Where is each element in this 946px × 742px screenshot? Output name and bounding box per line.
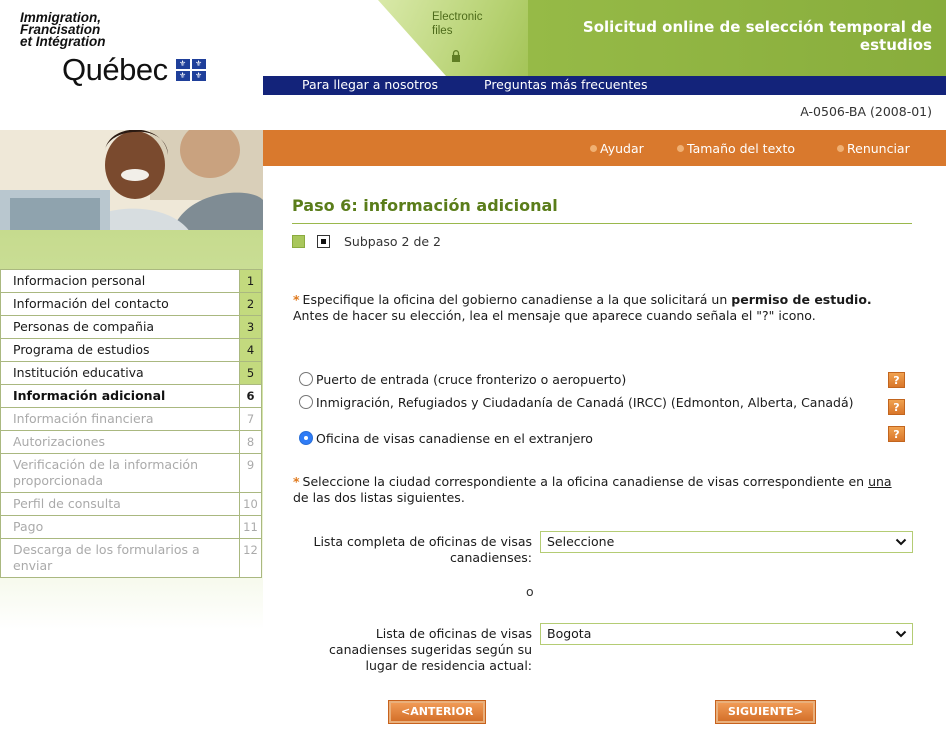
bullet-icon — [837, 145, 844, 152]
sidebar-item-step-11 — [1, 516, 261, 539]
chevron-down-icon — [895, 536, 907, 548]
option-label: Puerto de entrada (cruce fronterizo o aeropuerto) — [316, 372, 627, 387]
required-marker: * — [293, 474, 300, 489]
sidebar-item-step-1[interactable] — [1, 270, 261, 293]
question-city-text: Seleccione la ciudad correspondiente a la oficina canadiense de visas correspondiente en — [302, 474, 865, 489]
back-button[interactable]: <ANTERIOR — [389, 701, 485, 723]
option-label: Oficina de visas canadiense en el extranjero — [316, 431, 593, 446]
question-city-underlined: una — [868, 474, 892, 489]
suggested-list-select[interactable] — [540, 623, 913, 645]
sidebar-item-number: 4 — [239, 339, 261, 361]
help-icon[interactable]: ? — [888, 372, 905, 388]
substep-indicator — [292, 234, 441, 249]
form-code: A-0506-BA (2008-01) — [800, 104, 932, 119]
sidebar-item-number: 8 — [239, 431, 261, 453]
or-separator: o — [526, 584, 534, 599]
question-city-text-end: de las dos listas siguientes. — [293, 490, 465, 505]
question-office-text: Especifique la oficina del gobierno canadiense a la que solicitará un — [302, 292, 728, 307]
sidebar-item-label: Autorizaciones — [13, 434, 105, 449]
sidebar-item-number: 5 — [239, 362, 261, 384]
top-nav — [263, 76, 946, 95]
sidebar-item-label: Información del contacto — [13, 296, 169, 311]
sidebar-item-number: 9 — [239, 454, 261, 492]
option-ircc[interactable] — [299, 395, 869, 411]
sidebar-item-label: Información financiera — [13, 411, 154, 426]
help-link[interactable] — [590, 141, 644, 156]
radio-visa-office-abroad[interactable] — [299, 431, 313, 445]
step-title: Paso 6: información adicional — [292, 196, 912, 224]
text-size-label: Tamaño del texto — [687, 141, 795, 156]
sidebar-item-step-7 — [1, 408, 261, 431]
ministry-name — [20, 12, 260, 48]
question-office — [293, 292, 893, 324]
sidebar-item-label: Información adicional — [13, 388, 166, 403]
sidebar-item-label: Descarga de los formularios a enviar — [13, 542, 200, 573]
help-label: Ayudar — [600, 141, 644, 156]
efiles-line-2: files — [432, 25, 453, 37]
suggested-list-value: Bogota — [547, 626, 592, 641]
sidebar-item-number: 2 — [239, 293, 261, 315]
sidebar-item-number: 6 — [239, 385, 261, 407]
sidebar-item-label: Perfil de consulta — [13, 496, 121, 511]
sidebar-item-label: Pago — [13, 519, 44, 534]
sidebar-item-label: Programa de estudios — [13, 342, 150, 357]
step-menu — [0, 269, 262, 578]
sidebar-item-number: 1 — [239, 270, 261, 292]
sidebar-item-number: 7 — [239, 408, 261, 430]
sidebar-item-step-2[interactable] — [1, 293, 261, 316]
title-banner — [528, 0, 946, 76]
sidebar-item-label: Verificación de la información proporcionada — [13, 457, 198, 488]
next-button[interactable]: SIGUIENTE> — [716, 701, 815, 723]
quebec-logo[interactable] — [20, 12, 260, 88]
help-icon[interactable]: ? — [888, 426, 905, 442]
header-photo — [0, 130, 263, 242]
question-office-note: Antes de hacer su elección, lea el mensaje que aparece cuando señala el "?" icono. — [293, 308, 816, 323]
sidebar-item-label: Informacion personal — [13, 273, 146, 288]
sidebar-item-step-9 — [1, 454, 261, 493]
text-size-link[interactable] — [677, 141, 795, 156]
nav-link-contact[interactable]: Para llegar a nosotros — [302, 77, 439, 92]
substep-done-icon — [292, 235, 305, 248]
radio-port-of-entry[interactable] — [299, 372, 313, 386]
nav-link-faq[interactable]: Preguntas más frecuentes — [484, 77, 648, 92]
option-port-of-entry[interactable] — [299, 372, 869, 388]
sidebar-item-number: 12 — [239, 539, 261, 577]
bullet-icon — [677, 145, 684, 152]
province-name: Québec — [62, 52, 168, 87]
sidebar-item-label: Personas de compañia — [13, 319, 155, 334]
ministry-line-2: Francisation — [20, 22, 101, 37]
suggested-list-label: Lista de oficinas de visas canadienses sugeridas según su lugar de residencia actual: — [329, 626, 532, 673]
ministry-line-1: Immigration, — [20, 10, 102, 25]
full-list-label: Lista completa de oficinas de visas canadienses: — [313, 534, 532, 565]
quebec-flag-icon: ⚜ ⚜ ⚜ ⚜ — [176, 59, 206, 81]
electronic-files-label — [432, 10, 483, 38]
substep-label: Subpaso 2 de 2 — [344, 234, 441, 249]
radio-ircc[interactable] — [299, 395, 313, 409]
sidebar-item-step-10 — [1, 493, 261, 516]
option-label: Inmigración, Refugiados y Ciudadanía de Canadá (IRCC) (Edmonton, Alberta, Canadá) — [316, 395, 854, 410]
toolbar — [263, 130, 946, 166]
ministry-line-3: et Intégration — [20, 34, 106, 49]
sidebar-item-number: 3 — [239, 316, 261, 338]
header — [0, 0, 946, 130]
page-title: Solicitud online de selección temporal de estudios — [582, 18, 932, 54]
help-icon[interactable]: ? — [888, 399, 905, 415]
full-list-select[interactable] — [540, 531, 913, 553]
efiles-line-1: Electronic — [432, 11, 483, 23]
sidebar-item-step-5[interactable] — [1, 362, 261, 385]
chevron-down-icon — [895, 628, 907, 640]
sidebar-item-step-12 — [1, 539, 261, 578]
sidebar-item-step-3[interactable] — [1, 316, 261, 339]
sidebar-item-number: 11 — [239, 516, 261, 538]
sidebar-item-label: Institución educativa — [13, 365, 144, 380]
question-office-bold: permiso de estudio. — [731, 292, 872, 307]
option-visa-office-abroad[interactable] — [299, 431, 869, 447]
quit-link[interactable] — [837, 141, 910, 156]
required-marker: * — [293, 292, 300, 307]
question-city — [293, 474, 903, 506]
people-photo-icon — [0, 130, 263, 242]
sidebar-item-number: 10 — [239, 493, 261, 515]
substep-current-icon — [317, 235, 330, 248]
sidebar-item-step-4[interactable] — [1, 339, 261, 362]
lock-icon — [451, 50, 461, 62]
full-list-value: Seleccione — [547, 534, 615, 549]
sidebar-item-step-6[interactable] — [1, 385, 261, 408]
bullet-icon — [590, 145, 597, 152]
sidebar-item-step-8 — [1, 431, 261, 454]
quit-label: Renunciar — [847, 141, 910, 156]
